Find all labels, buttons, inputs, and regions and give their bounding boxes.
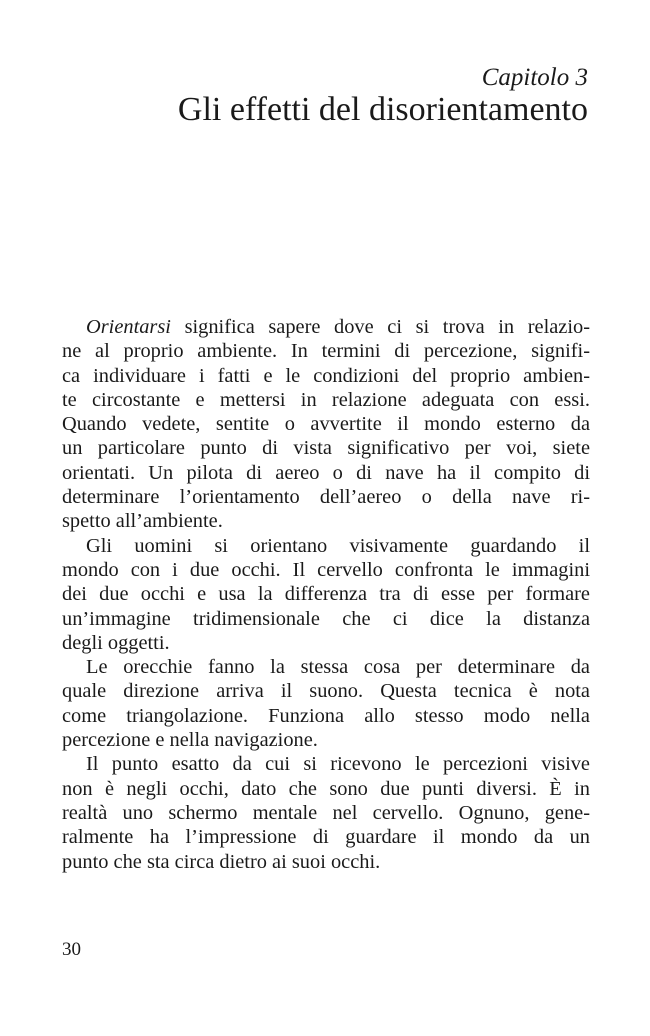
body-line: ne al proprio ambiente. In termini di percezione, signifi-	[62, 340, 590, 363]
body-line: Il punto esatto da cui si ricevono le percezioni visive	[86, 753, 590, 776]
body-line	[62, 315, 590, 339]
body-line: spetto all’ambiente.	[62, 510, 223, 533]
body-line: realtà uno schermo mentale nel cervello. Ognuno, gene-	[62, 801, 590, 824]
body-line: te circostante e mettersi in relazione adeguata con essi.	[62, 388, 590, 411]
body-line: ralmente ha l’impressione di guardare il mondo da un	[62, 826, 590, 849]
body-line: quale direzione arriva il suono. Questa tecnica è nota	[62, 680, 590, 703]
body-line: orientati. Un pilota di aereo o di nave ha il compito di	[62, 461, 590, 484]
body-line: Gli uomini si orientano visivamente guardando il	[86, 534, 590, 557]
body-line: Quando vedete, sentite o avvertite il mondo esterno da	[62, 413, 590, 436]
body-text	[62, 315, 590, 874]
chapter-label: Capitolo 3	[481, 64, 588, 91]
body-line: non è negli occhi, dato che sono due punti diversi. È in	[62, 777, 590, 800]
body-line: mondo con i due occhi. Il cervello confronta le immagini	[62, 558, 590, 581]
body-line: percezione e nella navigazione.	[62, 729, 318, 752]
body-line: Le orecchie fanno la stessa cosa per determinare da	[86, 656, 590, 679]
body-line: ca individuare i fatti e le condizioni del proprio ambien-	[62, 364, 590, 387]
body-line: come triangolazione. Funziona allo stesso modo nella	[62, 704, 590, 727]
body-line: un’immagine tridimensionale che ci dice la distanza	[62, 607, 590, 630]
body-line: determinare l’orientamento dell’aereo o della nave ri-	[62, 486, 590, 509]
body-line: degli oggetti.	[62, 631, 170, 654]
emphasized-word: Orientarsi	[86, 316, 171, 338]
chapter-title: Gli effetti del disorientamento	[177, 91, 588, 128]
body-line: un particolare punto di vista significativo per voi, siete	[62, 437, 590, 460]
body-line: punto che sta circa dietro ai suoi occhi.	[62, 850, 381, 873]
page-number: 30	[62, 939, 81, 960]
body-line-text: significa sapere dove ci si trova in relazio-	[170, 316, 590, 338]
body-line: dei due occhi e usa la differenza tra di esse per formare	[62, 583, 590, 606]
